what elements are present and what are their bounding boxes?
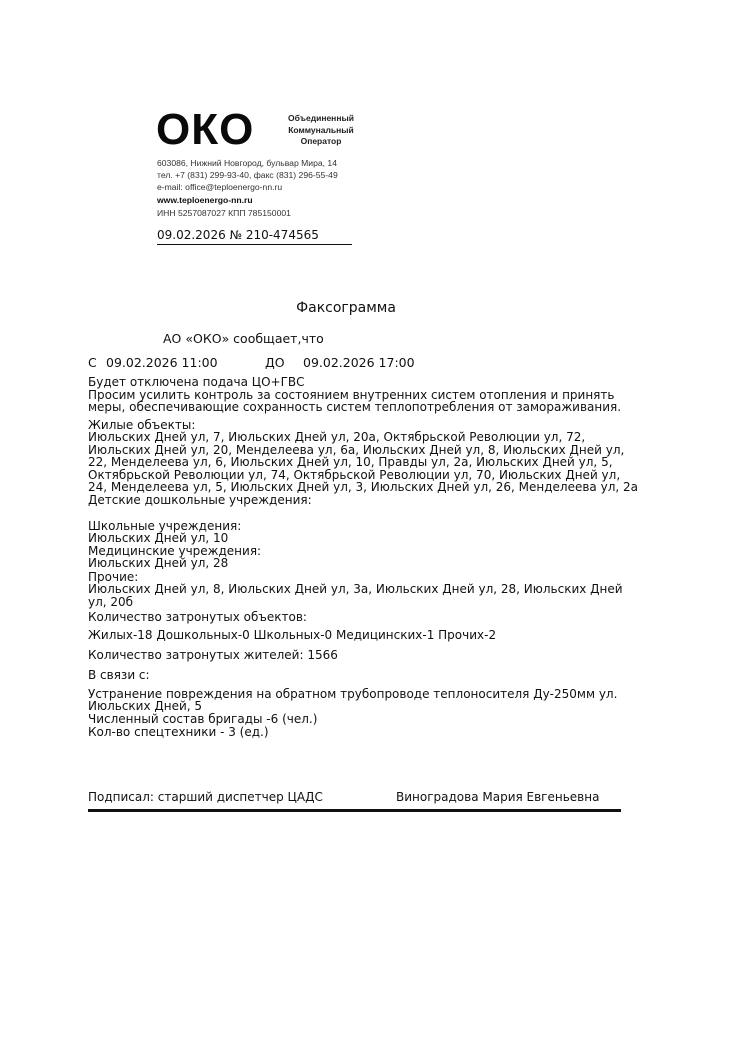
residential-address-line: 24, Менделеева ул, 5, Июльских Дней ул, 3, Июльских Дней ул, 26, Менделеева ул, 2а — [88, 480, 638, 494]
residential-label: Жилые объекты: — [88, 418, 196, 432]
residential-address-line: 22, Менделеева ул, 6, Июльских Дней ул, 10, Правды ул, 2а, Июльских Дней ул, 5, — [88, 455, 613, 469]
outage-notice: Будет отключена подача ЦО+ГВС — [88, 375, 305, 389]
school-label: Школьные учреждения: — [88, 519, 242, 533]
company-email: e-mail: office@teploenergo-nn.ru — [157, 182, 283, 192]
period-to-value: 09.02.2026 17:00 — [303, 355, 415, 370]
company-inn-kpp: ИНН 5257087027 КПП 785150001 — [157, 208, 291, 218]
org-name-line: Объединенный — [288, 113, 354, 123]
residential-address-line: Июльских Дней ул, 20, Менделеева ул, 6а, Июльских Дней ул, 8, Июльских Дней ул, — [88, 443, 625, 457]
period-from-value: 09.02.2026 11:00 — [106, 355, 218, 370]
reason-label: В связи с: — [88, 668, 150, 682]
equipment-count: Кол-во спецтехники - 3 (ед.) — [88, 725, 269, 739]
document-reference: 09.02.2026 № 210-474565 — [157, 228, 352, 245]
residential-address-line: Июльских Дней ул, 7, Июльских Дней ул, 20а, Октябрьской Революции ул, 72, — [88, 430, 586, 444]
medical-label: Медицинские учреждения: — [88, 544, 262, 558]
company-phone-fax: тел. +7 (831) 299-93-40, факс (831) 296-55-49 — [157, 170, 338, 180]
other-label: Прочие: — [88, 570, 139, 584]
crew-size: Численный состав бригады -6 (чел.) — [88, 712, 318, 726]
period-to-label: ДО — [265, 355, 285, 370]
school-address: Июльских Дней ул, 10 — [88, 531, 229, 545]
request-line: Просим усилить контроль за состоянием внутренних систем отопления и принять — [88, 388, 615, 402]
signed-by: Подписал: старший диспетчер ЦАДС — [88, 790, 323, 804]
residential-address-line: Октябрьской Революции ул, 74, Октябрьской Революции ул, 70, Июльских Дней ул, — [88, 468, 621, 482]
reason-line: Устранение повреждения на обратном трубопроводе теплоносителя Ду-250мм ул. — [88, 687, 618, 701]
company-website: www.teploenergo-nn.ru — [157, 195, 253, 205]
company-address: 603086, Нижний Новгород, бульвар Мира, 14 — [157, 158, 337, 168]
org-name-line: Оператор — [300, 136, 342, 146]
affected-objects-label: Количество затронутых объектов: — [88, 610, 307, 624]
org-name-line: Коммунальный — [288, 124, 354, 135]
affected-residents: Количество затронутых жителей: 1566 — [88, 648, 338, 662]
document-title: Факсограмма — [296, 300, 396, 316]
preschool-label: Детские дошкольные учреждения: — [88, 493, 312, 507]
signature-rule — [88, 809, 621, 812]
company-logo: ОКО — [156, 105, 255, 154]
intro-text: АО «ОКО» сообщает,что — [163, 331, 324, 346]
request-line: меры, обеспечивающие сохранность систем теплопотребления от замораживания. — [88, 400, 622, 414]
signer-name: Виноградова Мария Евгеньевна — [396, 790, 600, 804]
other-address-line: ул, 20б — [88, 595, 134, 609]
organization-name — [276, 113, 366, 148]
medical-address: Июльских Дней ул, 28 — [88, 556, 229, 570]
affected-objects-counts: Жилых-18 Дошкольных-0 Школьных-0 Медицинских-1 Прочих-2 — [88, 628, 497, 642]
other-address-line: Июльских Дней ул, 8, Июльских Дней ул, 3а, Июльских Дней ул, 28, Июльских Дней — [88, 582, 623, 596]
reason-line: Июльских Дней, 5 — [88, 699, 203, 713]
period-from-label: С — [88, 355, 97, 370]
